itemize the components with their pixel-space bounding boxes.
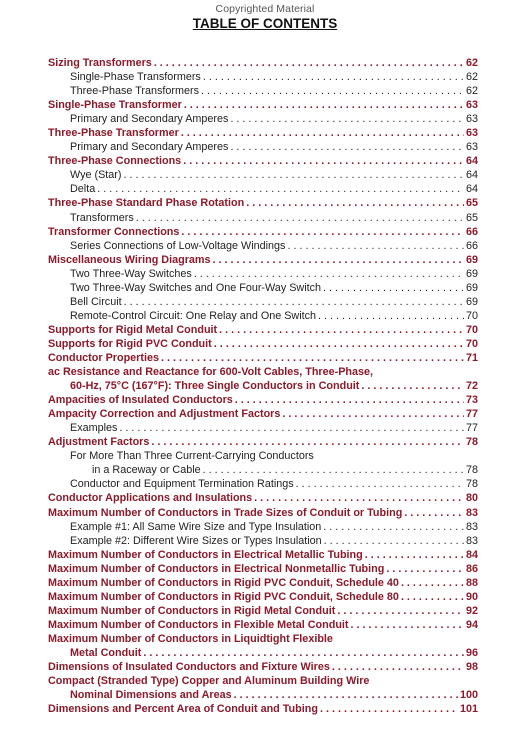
dot-leader [365, 548, 464, 562]
toc-entry-label: Maximum Number of Conductors in Trade Sizes of Conduit or Tubing [48, 506, 403, 519]
toc-entry-page: 80 [465, 492, 478, 505]
toc-entry-page: 78 [465, 436, 478, 449]
toc-entry-page: 70 [465, 323, 478, 336]
toc-entry [48, 211, 478, 225]
dot-leader [124, 168, 464, 182]
toc-entry-page: 94 [465, 618, 478, 631]
dot-leader [203, 70, 464, 84]
toc-entry-page: 65 [465, 197, 478, 210]
toc-entry-label: Three-Phase Transformer [48, 127, 179, 140]
toc-entry-label: Ampacity Correction and Adjustment Factors [48, 408, 281, 421]
dot-leader [124, 295, 464, 309]
toc-entry [48, 463, 478, 477]
toc-entry [48, 140, 478, 154]
toc-entry-label: Example #1: All Same Wire Size and Type Insulation [70, 520, 322, 533]
toc-entry-label: Conductor Properties [48, 351, 159, 364]
toc-entry [48, 576, 478, 590]
toc-entry-page: 78 [465, 478, 478, 491]
toc-entry-label: Maximum Number of Conductors in Rigid Metal Conduit [48, 604, 336, 617]
toc-entry-label: Single-Phase Transformer [48, 99, 182, 112]
toc-entry-page: 83 [465, 534, 478, 547]
toc-entry-label: ac Resistance and Reactance for 600-Volt Cables, Three-Phase, [48, 366, 374, 379]
toc-entry [48, 646, 478, 660]
dot-leader [214, 337, 464, 351]
toc-entry-label: Maximum Number of Conductors in Electrical Metallic Tubing [48, 548, 363, 561]
toc-entry [48, 337, 478, 351]
toc-entry-label: Sizing Transformers [48, 57, 152, 69]
toc-entry-page: 64 [465, 169, 478, 182]
dot-leader [332, 660, 464, 674]
toc-entry [48, 393, 478, 407]
dot-leader [154, 56, 464, 70]
toc-entry-page: 77 [465, 408, 478, 421]
toc-entry-label: Maximum Number of Conductors in Rigid PVC Conduit, Schedule 40 [48, 576, 399, 589]
dot-leader [401, 590, 464, 604]
dot-leader [97, 182, 464, 196]
toc-entry [48, 435, 478, 449]
toc-entry [48, 618, 478, 632]
toc-entry-label: Maximum Number of Conductors in Electrical Nonmetallic Tubing [48, 562, 385, 575]
toc-entry-label: Compact (Stranded Type) Copper and Aluminum Building Wire [48, 675, 370, 688]
dot-leader [143, 646, 464, 660]
toc-entry-page: 64 [465, 155, 478, 168]
toc-entry-page: 64 [465, 183, 478, 196]
toc-entry [48, 253, 478, 267]
dot-leader [320, 702, 458, 716]
toc-entry-label: in a Raceway or Cable [92, 464, 201, 477]
toc-entry-label: Nominal Dimensions and Areas [70, 689, 232, 702]
toc-entry-page: 70 [465, 337, 478, 350]
dot-leader [386, 562, 464, 576]
toc-entry-label: For More Than Three Current-Carrying Conductors [70, 450, 314, 463]
toc-entry [48, 84, 478, 98]
toc-entry-label: Two Three-Way Switches [70, 267, 192, 280]
toc-entry-page: 72 [465, 380, 478, 393]
toc-entry-label: Three-Phase Standard Phase Rotation [48, 197, 245, 210]
toc-entry-page: 69 [465, 267, 478, 280]
dot-leader [183, 154, 464, 168]
toc-entry [48, 491, 478, 505]
toc-entry [48, 225, 478, 239]
toc-entry-label: Remote-Control Circuit: One Relay and One Switch [70, 309, 317, 322]
toc-entry [48, 196, 478, 210]
toc-entry-page: 63 [465, 99, 478, 112]
toc-entry [48, 154, 478, 168]
dot-leader [194, 267, 464, 281]
toc-entry-page: 66 [465, 239, 478, 252]
dot-leader [136, 211, 464, 225]
toc-entry [48, 604, 478, 618]
toc-entry [48, 112, 478, 126]
dot-leader [151, 435, 464, 449]
toc-entry [48, 702, 478, 716]
toc-entry-page: 86 [465, 562, 478, 575]
toc-entry-label: Single-Phase Transformers [70, 71, 201, 84]
toc-entry-page: 78 [465, 464, 478, 477]
toc-entry-label: Supports for Rigid PVC Conduit [48, 337, 212, 350]
toc-entry-label: Maximum Number of Conductors in Rigid PVC Conduit, Schedule 80 [48, 590, 399, 603]
dot-leader [401, 576, 464, 590]
toc-entry-label: Miscellaneous Wiring Diagrams [48, 253, 211, 266]
dot-leader [161, 351, 464, 365]
toc-entry-label: Dimensions and Percent Area of Conduit and Tubing [48, 703, 318, 716]
toc-entry-label: Adjustment Factors [48, 436, 150, 449]
toc-entry-page: 96 [465, 646, 478, 659]
toc-entry [48, 449, 478, 463]
toc-entry [48, 506, 478, 520]
toc-entry-page: 88 [465, 576, 478, 589]
toc-entry-page: 63 [465, 113, 478, 126]
toc-entry-label: Primary and Secondary Amperes [70, 141, 229, 154]
toc-entry-label: Dimensions of Insulated Conductors and Fixture Wires [48, 661, 330, 674]
toc-entry [48, 688, 478, 702]
dot-leader [254, 491, 464, 505]
dot-leader [230, 140, 464, 154]
toc-entry-label: Conductor and Equipment Termination Ratings [70, 478, 294, 491]
toc-entry-page: 98 [465, 661, 478, 674]
toc-entry [48, 477, 478, 491]
toc-entry [48, 351, 478, 365]
dot-leader [351, 618, 464, 632]
toc-entry [48, 520, 478, 534]
dot-leader [181, 126, 464, 140]
dot-leader [119, 421, 464, 435]
copyright-watermark: Copyrighted Material [215, 3, 315, 15]
dot-leader [361, 379, 464, 393]
toc-entry-label: Transformer Connections [48, 225, 180, 238]
dot-leader [246, 196, 464, 210]
toc-entry-label: Transformers [70, 211, 134, 224]
toc-entry-page: 63 [465, 141, 478, 154]
dot-leader [324, 534, 464, 548]
dot-leader [201, 84, 464, 98]
toc-entry [48, 674, 478, 688]
toc-entry-page: 101 [459, 703, 478, 716]
dot-leader [337, 604, 464, 618]
toc-entry-label: Three-Phase Connections [48, 155, 182, 168]
toc-entry-page: 63 [465, 127, 478, 140]
toc-entry-page: 62 [465, 57, 478, 69]
table-of-contents [48, 56, 478, 716]
toc-entry [48, 562, 478, 576]
toc-entry-label: Delta [70, 183, 96, 196]
dot-leader [323, 281, 464, 295]
toc-entry [48, 295, 478, 309]
toc-entry-page: 69 [465, 253, 478, 266]
toc-entry-page: 69 [465, 281, 478, 294]
toc-entry [48, 56, 478, 70]
toc-entry [48, 407, 478, 421]
dot-leader [296, 477, 464, 491]
toc-entry [48, 239, 478, 253]
toc-entry-page: 100 [459, 689, 478, 702]
dot-leader [219, 323, 464, 337]
dot-leader [181, 225, 464, 239]
dot-leader [282, 407, 464, 421]
toc-entry [48, 660, 478, 674]
toc-entry-page: 83 [465, 506, 478, 519]
toc-entry-label: Two Three-Way Switches and One Four-Way Switch [70, 281, 322, 294]
toc-entry-label: Ampacities of Insulated Conductors [48, 394, 233, 407]
toc-entry-page: 62 [465, 85, 478, 98]
toc-entry [48, 126, 478, 140]
dot-leader [287, 239, 464, 253]
toc-entry-label: Supports for Rigid Metal Conduit [48, 323, 218, 336]
toc-entry-label: Conductor Applications and Insulations [48, 492, 253, 505]
toc-entry-page: 62 [465, 71, 478, 84]
toc-entry-page: 92 [465, 604, 478, 617]
dot-leader [318, 309, 464, 323]
dot-leader [323, 520, 464, 534]
dot-leader [404, 506, 464, 520]
toc-entry [48, 421, 478, 435]
toc-entry [48, 365, 478, 379]
toc-entry-page: 84 [465, 548, 478, 561]
toc-entry-label: Examples [70, 422, 118, 435]
toc-entry [48, 379, 478, 393]
toc-entry [48, 98, 478, 112]
toc-entry-label: Example #2: Different Wire Sizes or Types Insulation [70, 534, 322, 547]
toc-entry [48, 548, 478, 562]
toc-entry-label: Primary and Secondary Amperes [70, 113, 229, 126]
toc-entry-label: 60-Hz, 75°C (167°F): Three Single Conductors in Conduit [70, 380, 360, 393]
toc-entry-label: Three-Phase Transformers [70, 85, 200, 98]
toc-entry [48, 632, 478, 646]
toc-entry [48, 323, 478, 337]
dot-leader [235, 393, 464, 407]
toc-entry [48, 309, 478, 323]
toc-entry-page: 83 [465, 520, 478, 533]
dot-leader [213, 253, 464, 267]
toc-entry-label: Bell Circuit [70, 295, 122, 308]
toc-entry [48, 267, 478, 281]
toc-entry [48, 534, 478, 548]
toc-entry [48, 70, 478, 84]
toc-entry-page: 69 [465, 295, 478, 308]
toc-entry-label: Maximum Number of Conductors in Liquidtight Flexible [48, 632, 333, 645]
toc-entry-page: 71 [465, 351, 478, 364]
toc-entry [48, 182, 478, 196]
dot-leader [203, 463, 464, 477]
page-title: TABLE OF CONTENTS [192, 16, 338, 31]
toc-entry-page: 65 [465, 211, 478, 224]
dot-leader [184, 98, 464, 112]
toc-entry [48, 168, 478, 182]
toc-entry-page: 70 [465, 309, 478, 322]
toc-entry [48, 590, 478, 604]
toc-entry-label: Metal Conduit [70, 646, 142, 659]
toc-entry-label: Maximum Number of Conductors in Flexible Metal Conduit [48, 618, 349, 631]
toc-entry-page: 77 [465, 422, 478, 435]
toc-entry-label: Wye (Star) [70, 169, 122, 182]
dot-leader [234, 688, 458, 702]
dot-leader [230, 112, 464, 126]
toc-entry-page: 73 [465, 394, 478, 407]
toc-entry-page: 66 [465, 225, 478, 238]
toc-entry-page: 90 [465, 590, 478, 603]
toc-entry-label: Series Connections of Low-Voltage Windings [70, 239, 286, 252]
toc-entry [48, 281, 478, 295]
